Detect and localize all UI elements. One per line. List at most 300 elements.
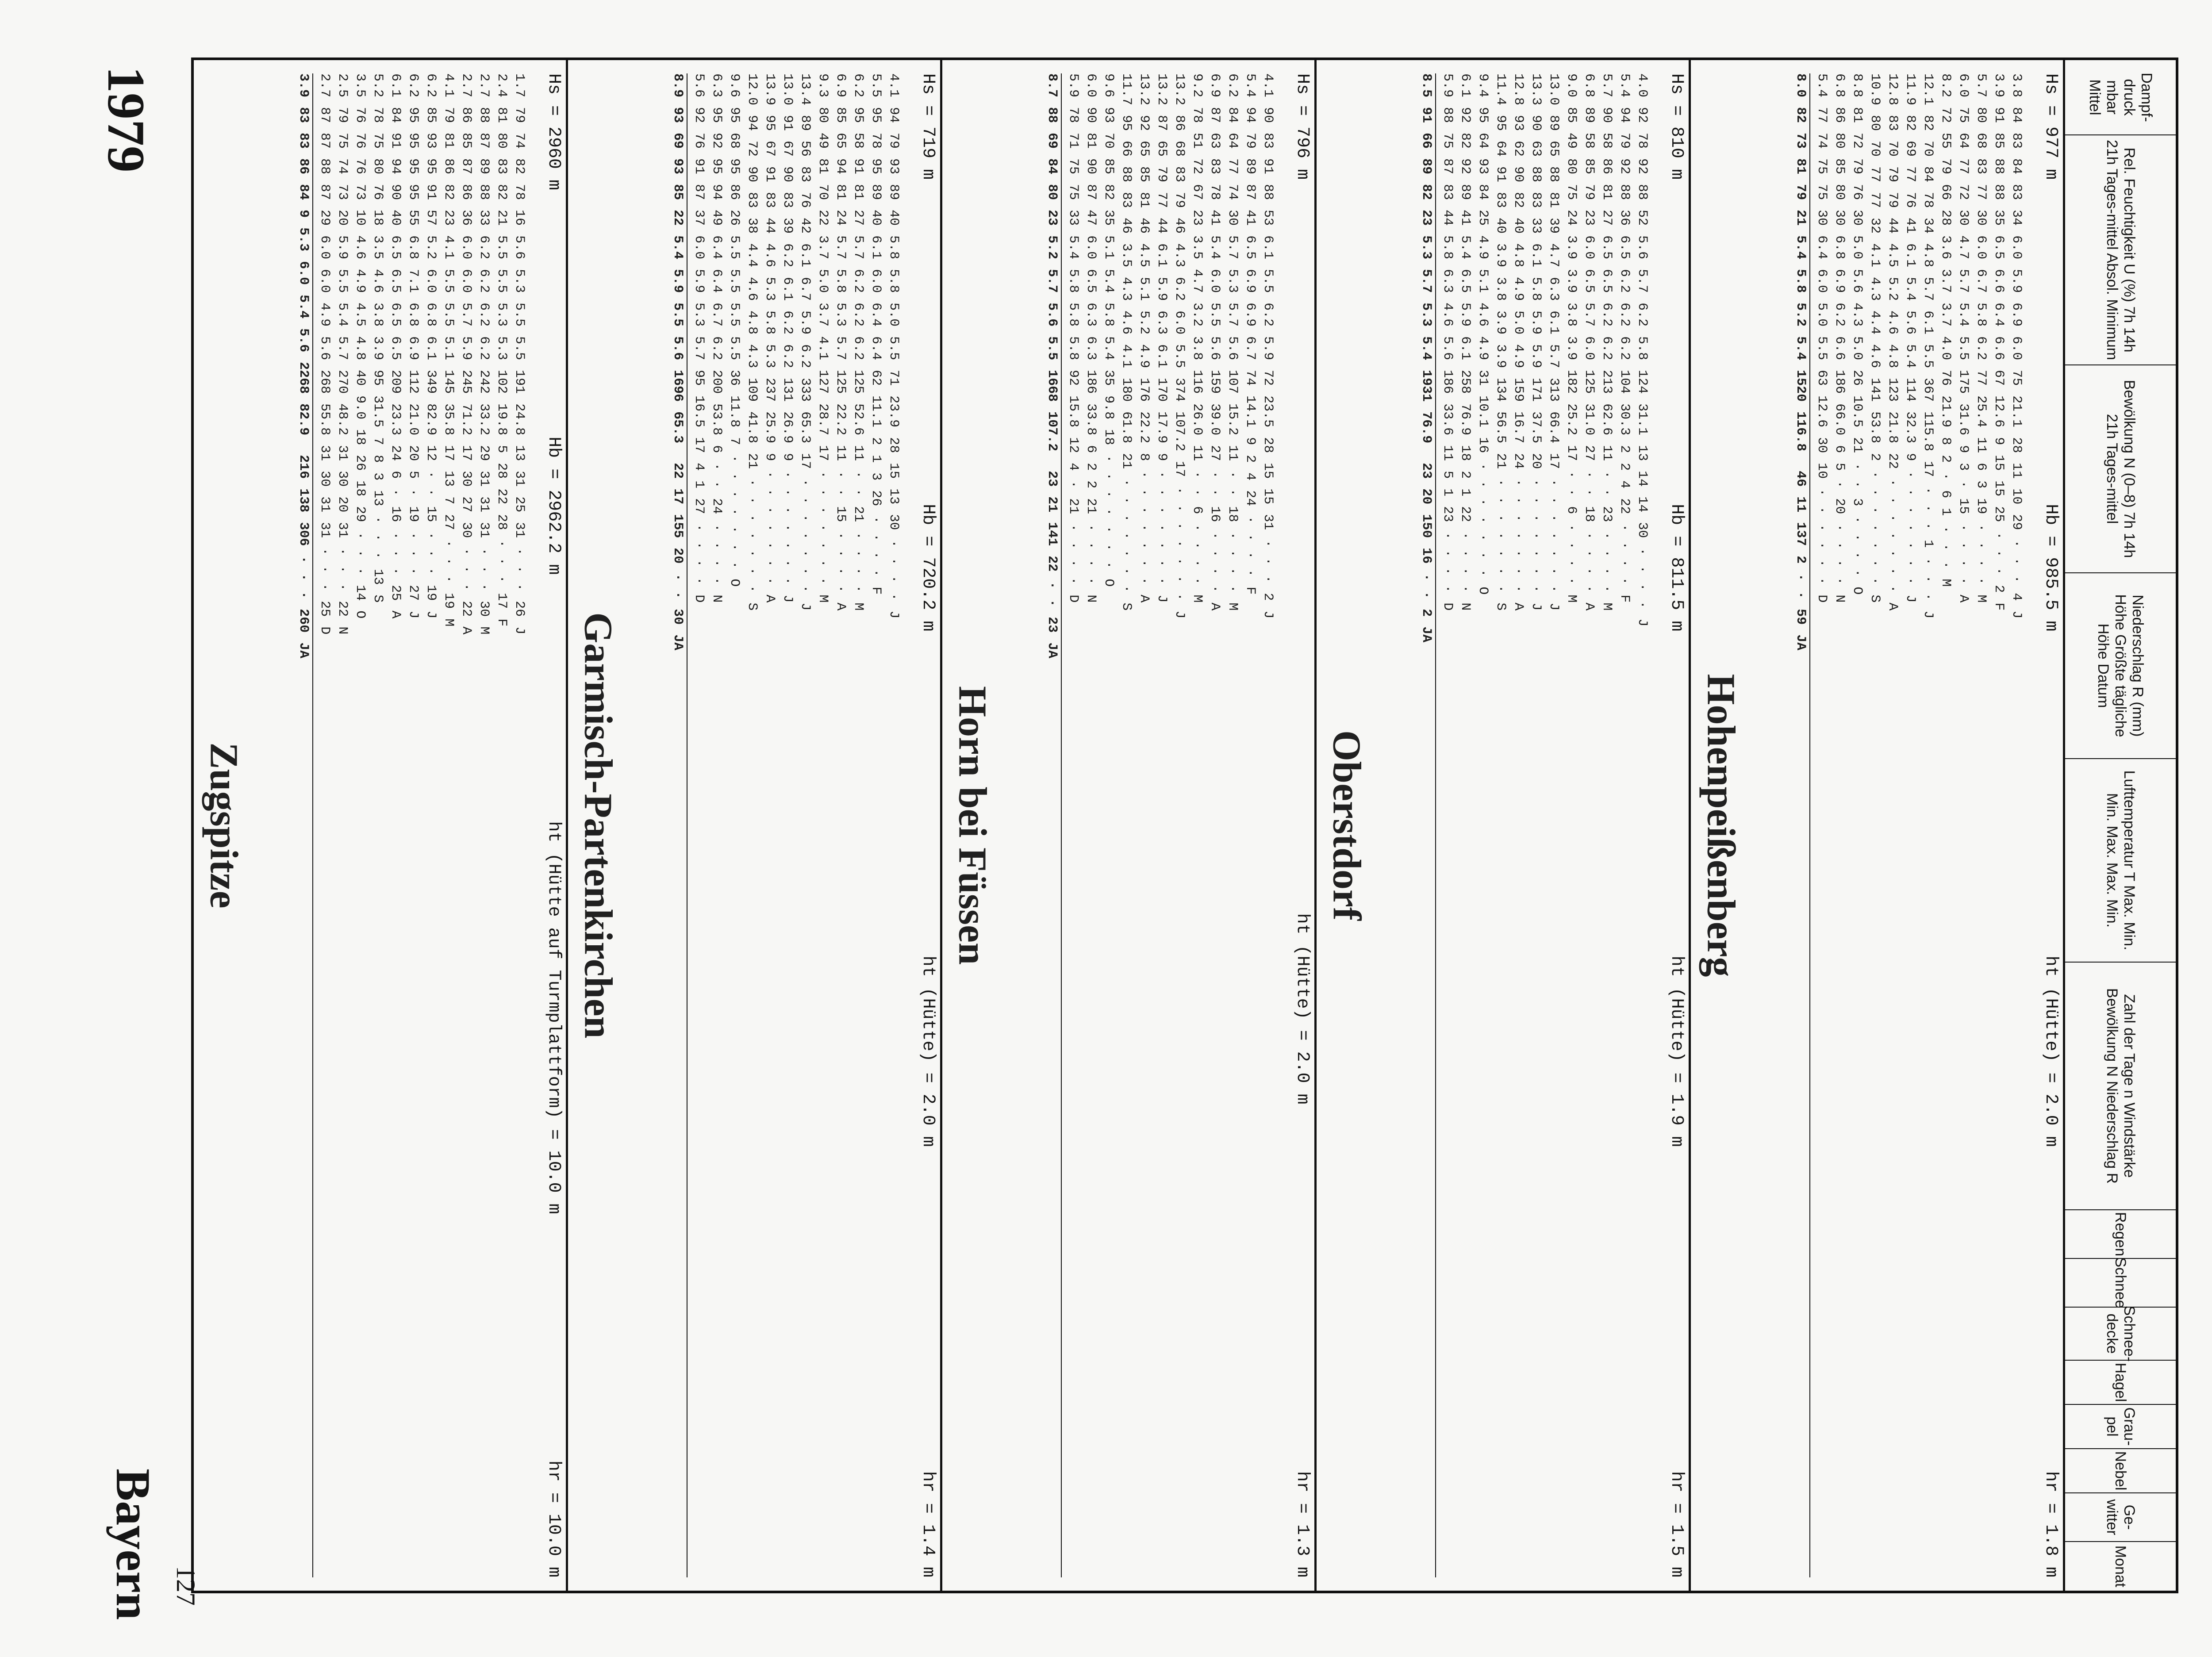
- table-cell: ·: [886, 593, 901, 601]
- month-row: [726, 73, 743, 1577]
- table-cell: 21: [745, 453, 760, 469]
- table-cell: 2.5: [335, 73, 350, 98]
- table-cell: 90: [1260, 107, 1275, 123]
- table-cell: 62.6: [1599, 403, 1614, 436]
- table-cell: 35: [1991, 210, 2006, 226]
- table-cell: 11.9: [1903, 73, 1918, 106]
- table-cell: ·: [1867, 506, 1882, 514]
- table-cell: ·: [1956, 480, 1971, 489]
- table-cell: 5.0: [1850, 336, 1865, 361]
- table-cell: JA: [296, 642, 311, 659]
- table-cell: ·: [1599, 488, 1614, 497]
- table-cell: 4.6: [370, 269, 385, 293]
- table-cell: 6.7: [798, 277, 813, 301]
- table-cell: 81: [1083, 133, 1098, 149]
- month-row: [334, 73, 351, 1577]
- table-cell: ·: [1617, 524, 1632, 532]
- table-cell: 137: [1793, 522, 1808, 546]
- table-cell: 4.1: [441, 73, 456, 98]
- table-cell: 13.0: [1546, 73, 1561, 106]
- col-thunderstorm: Ge-witter: [2065, 1493, 2176, 1542]
- table-cell: ·: [1440, 549, 1455, 558]
- table-cell: 87: [1440, 158, 1455, 175]
- table-cell: 83: [1974, 158, 1989, 175]
- table-cell: 77: [1867, 192, 1882, 208]
- table-cell: 46: [1172, 218, 1187, 234]
- table-cell: 6.2: [1172, 277, 1187, 301]
- table-cell: 8.8: [1850, 73, 1865, 98]
- table-cell: 5.0: [1511, 311, 1526, 335]
- station-section: [194, 60, 568, 1591]
- table-cell: 6.4: [1991, 303, 2006, 327]
- table-cell: 93: [886, 158, 901, 175]
- table-cell: ·: [2009, 557, 2024, 566]
- table-cell: ·: [1225, 471, 1240, 479]
- table-cell: 28: [1260, 437, 1275, 453]
- table-cell: 80: [1867, 115, 1882, 131]
- table-cell: 19: [406, 506, 421, 522]
- table-cell: 5.2: [423, 235, 438, 260]
- table-cell: 1: [868, 455, 883, 463]
- table-cell: ·: [1814, 524, 1829, 532]
- table-cell: 5.4: [1243, 73, 1258, 98]
- table-cell: 6.9: [1207, 73, 1222, 98]
- month-row: [779, 73, 796, 1577]
- table-cell: 131: [780, 378, 795, 402]
- table-cell: 5.7: [851, 235, 866, 260]
- table-cell: ·: [1083, 577, 1098, 585]
- table-cell: 91: [423, 184, 438, 200]
- table-cell: 70: [1867, 141, 1882, 157]
- table-cell: 6.0: [1207, 269, 1222, 293]
- table-cell: 5.6: [1440, 336, 1455, 361]
- table-cell: 4.3: [1172, 243, 1187, 268]
- table-cell: ·: [868, 551, 883, 560]
- table-cell: 5.5: [727, 336, 742, 361]
- table-cell: 33.2: [476, 403, 492, 436]
- table-cell: 14.1: [1243, 395, 1258, 428]
- month-row: [1474, 73, 1492, 1577]
- elevation-hs: Hs = 796 m: [1292, 73, 1312, 180]
- table-cell: ·: [868, 533, 883, 542]
- table-cell: 93: [670, 158, 685, 175]
- table-cell: 6: [1974, 463, 1989, 471]
- table-cell: ·: [1119, 496, 1134, 505]
- table-cell: ·: [1190, 471, 1205, 479]
- elevation-hs: Hs = 2960 m: [544, 73, 564, 191]
- table-cell: D: [691, 595, 707, 603]
- table-cell: 82: [512, 158, 527, 175]
- table-cell: 34: [2009, 210, 2024, 226]
- table-cell: 75: [1956, 107, 1971, 123]
- col-precipitation: Niederschlag R (mm) Höhe Größte tägliche Höhe Datum: [2065, 573, 2176, 759]
- table-cell: 11: [851, 445, 866, 461]
- table-cell: 79: [1885, 192, 1900, 208]
- table-cell: ·: [833, 471, 848, 479]
- table-cell: 92: [1458, 107, 1473, 123]
- table-cell: 6.1: [1154, 243, 1169, 268]
- table-cell: 13: [370, 490, 385, 506]
- table-cell: ·: [1867, 471, 1882, 479]
- table-cell: ·: [1511, 479, 1526, 487]
- table-cell: 6.7: [1974, 269, 1989, 293]
- table-cell: ·: [1599, 585, 1614, 593]
- table-cell: 87: [1207, 107, 1222, 123]
- month-row: [1955, 73, 1972, 1577]
- table-cell: 102: [494, 370, 509, 394]
- table-cell: ·: [1582, 549, 1597, 558]
- table-cell: 6: [1832, 445, 1847, 453]
- table-cell: ·: [1903, 524, 1918, 532]
- table-cell: 4: [1066, 463, 1081, 471]
- table-cell: 75: [1814, 184, 1829, 200]
- table-cell: 213: [1599, 370, 1614, 394]
- table-cell: ·: [709, 559, 724, 568]
- table-cell: ·: [423, 549, 438, 558]
- table-cell: 19.8: [494, 403, 509, 436]
- table-cell: 6.5: [1991, 235, 2006, 260]
- table-cell: 76: [353, 133, 368, 149]
- table-cell: 22: [815, 210, 830, 226]
- month-row: [387, 73, 404, 1577]
- table-cell: 268: [317, 370, 332, 394]
- table-cell: ·: [1599, 532, 1614, 540]
- table-cell: 107.2: [1045, 411, 1060, 452]
- table-cell: ·: [1475, 498, 1490, 506]
- table-cell: 25.2: [1564, 403, 1579, 436]
- table-cell: 4.5: [1137, 243, 1152, 268]
- table-cell: 40: [1511, 218, 1526, 234]
- table-cell: 5.9: [1154, 277, 1169, 301]
- table-cell: 15.2: [1225, 403, 1240, 436]
- month-row: [1100, 73, 1118, 1577]
- table-cell: A: [833, 602, 848, 611]
- table-cell: 4.6: [762, 243, 777, 268]
- table-cell: 83: [2009, 184, 2024, 200]
- table-cell: ·: [1119, 479, 1134, 487]
- table-cell: 90: [1511, 166, 1526, 183]
- table-cell: 37.5: [1528, 411, 1544, 444]
- annual-row: [1792, 73, 1810, 1577]
- table-cell: ·: [1546, 496, 1561, 505]
- table-cell: 71.2: [459, 403, 474, 436]
- table-cell: 70: [1920, 141, 1936, 157]
- col-cloudiness: Bewölkung N (0–8) 7h 14h 21h Tages-mittel: [2065, 365, 2176, 573]
- table-cell: 17: [798, 453, 813, 469]
- table-cell: ·: [1814, 506, 1829, 514]
- table-cell: ·: [709, 463, 724, 471]
- table-cell: 67: [762, 141, 777, 157]
- table-cell: ·: [1493, 567, 1508, 575]
- table-cell: 5.9: [2009, 269, 2024, 293]
- table-cell: 2: [1938, 455, 1953, 463]
- table-cell: 5.8: [1066, 269, 1081, 293]
- table-cell: 95: [709, 107, 724, 123]
- table-cell: 30: [476, 601, 492, 617]
- table-cell: 11: [1225, 445, 1240, 461]
- table-cell: 18: [1101, 429, 1116, 445]
- table-cell: 72: [1938, 107, 1953, 123]
- table-cell: 9: [762, 453, 777, 461]
- table-cell: 81: [815, 158, 830, 175]
- table-cell: 5.7: [1225, 303, 1240, 327]
- table-cell: ·: [1582, 471, 1597, 479]
- table-cell: 94: [833, 158, 848, 175]
- table-cell: 88: [1635, 184, 1650, 200]
- table-cell: 22.2: [1137, 411, 1152, 444]
- elevation-ht: ht (Hütte auf Turmplattform) = 10.0 m: [544, 821, 564, 1214]
- table-cell: 30: [459, 471, 474, 487]
- table-cell: 6.1: [868, 235, 883, 260]
- table-cell: 26: [1850, 370, 1865, 386]
- table-cell: 33.8: [1083, 403, 1098, 436]
- elevation-hb: Hb = 985.5 m: [2041, 504, 2061, 632]
- table-cell: 82: [1101, 184, 1116, 200]
- table-cell: ·: [1974, 524, 1989, 532]
- table-cell: 85: [1101, 158, 1116, 175]
- month-row: [493, 73, 511, 1577]
- table-cell: 11: [1793, 496, 1808, 513]
- table-cell: 81: [851, 184, 866, 200]
- table-cell: 5.4: [335, 303, 350, 327]
- table-cell: 88: [1991, 184, 2006, 200]
- table-cell: 6.1: [780, 277, 795, 301]
- table-cell: 5.2: [1793, 303, 1808, 327]
- table-cell: 5.6: [691, 73, 707, 98]
- table-cell: 12.8: [1511, 73, 1526, 106]
- table-cell: 85: [833, 107, 848, 123]
- table-cell: ·: [1207, 585, 1222, 593]
- table-cell: 5.5: [494, 235, 509, 260]
- table-cell: 83: [798, 166, 813, 183]
- table-cell: 6.2: [851, 303, 866, 327]
- table-cell: ·: [1154, 577, 1169, 585]
- table-cell: 73: [353, 184, 368, 200]
- table-cell: 3.5: [1119, 243, 1134, 268]
- table-cell: 75: [1814, 158, 1829, 175]
- table-cell: 159: [1511, 378, 1526, 402]
- table-cell: 4: [1617, 480, 1632, 489]
- table-cell: 1668: [1045, 370, 1060, 402]
- table-cell: 28.7: [815, 403, 830, 436]
- elevation-hr: hr = 1.3 m: [1292, 1471, 1312, 1577]
- table-cell: 6.5: [1599, 235, 1614, 260]
- table-cell: 64: [1475, 133, 1490, 149]
- table-cell: 3.5: [353, 73, 368, 98]
- table-cell: 6: [1564, 506, 1579, 514]
- table-cell: 6.2: [851, 73, 866, 98]
- table-cell: 11: [1599, 445, 1614, 461]
- month-row: [708, 73, 726, 1577]
- table-cell: 95: [851, 107, 866, 123]
- table-cell: 70: [1885, 141, 1900, 157]
- elevation-hs: Hs = 719 m: [918, 73, 938, 180]
- table-cell: A: [1137, 595, 1152, 603]
- table-cell: 72: [1850, 133, 1865, 149]
- table-cell: 3.8: [1564, 303, 1579, 327]
- table-cell: ·: [1546, 585, 1561, 593]
- table-cell: ·: [1154, 506, 1169, 514]
- table-cell: 89: [868, 184, 883, 200]
- table-cell: 6.8: [1582, 73, 1597, 98]
- table-cell: ·: [1137, 577, 1152, 585]
- table-cell: 5.3: [1419, 235, 1434, 260]
- month-row: [316, 73, 334, 1577]
- table-cell: 9: [1956, 445, 1971, 453]
- table-cell: 41: [1903, 218, 1918, 234]
- table-cell: 79: [1172, 192, 1187, 208]
- table-cell: 79: [1793, 184, 1808, 200]
- table-cell: ·: [335, 565, 350, 574]
- col-rel-humidity: Rel. Feuchtigkeit U (%) 7h 14h 21h Tages-mittel Absol. Minimum: [2065, 135, 2176, 365]
- table-cell: ·: [709, 524, 724, 532]
- month-row: [351, 73, 369, 1577]
- table-cell: ·: [1814, 559, 1829, 568]
- table-cell: 5.6: [670, 336, 685, 361]
- table-cell: 13.2: [1154, 73, 1169, 106]
- table-cell: D: [317, 626, 332, 635]
- table-cell: ·: [745, 514, 760, 522]
- table-cell: 95: [868, 158, 883, 175]
- table-cell: 16: [1419, 548, 1434, 564]
- table-cell: 55: [1938, 133, 1953, 149]
- table-cell: 5.3: [494, 336, 509, 361]
- table-cell: 16: [388, 506, 403, 522]
- table-cell: ·: [1832, 541, 1847, 550]
- table-cell: 6.3: [1440, 269, 1455, 293]
- table-cell: 20: [335, 210, 350, 226]
- table-cell: 44: [762, 218, 777, 234]
- table-cell: 31: [476, 522, 492, 538]
- table-cell: 94: [745, 115, 760, 131]
- table-cell: 74: [512, 133, 527, 149]
- table-cell: 6.5: [1083, 269, 1098, 293]
- table-cell: 82.9: [423, 403, 438, 436]
- table-cell: 6.0: [296, 261, 311, 285]
- table-cell: 94: [1243, 107, 1258, 123]
- col-vapour-pressure: Dampf-druck mbar Mittel: [2065, 60, 2176, 135]
- table-cell: 31.0: [1582, 403, 1597, 436]
- table-cell: ·: [1440, 567, 1455, 575]
- table-cell: 89: [1582, 107, 1597, 123]
- month-row: [849, 73, 867, 1577]
- table-cell: ·: [1101, 561, 1116, 569]
- month-row: [1990, 73, 2008, 1577]
- table-cell: 68: [1974, 133, 1989, 149]
- table-cell: 39: [1546, 218, 1561, 234]
- table-cell: ·: [691, 577, 707, 585]
- table-cell: 5: [1440, 471, 1455, 479]
- table-cell: ·: [1475, 516, 1490, 524]
- table-cell: 87: [1083, 184, 1098, 200]
- table-cell: 79: [512, 107, 527, 123]
- table-cell: 5.2: [1137, 311, 1152, 335]
- table-cell: 5.2: [1045, 235, 1060, 260]
- table-cell: 39: [780, 218, 795, 234]
- table-cell: 29: [353, 506, 368, 522]
- table-cell: 22: [670, 210, 685, 226]
- table-cell: ·: [762, 524, 777, 532]
- table-cell: 4: [1243, 472, 1258, 481]
- table-cell: 12: [423, 445, 438, 461]
- table-cell: 82: [1419, 184, 1434, 200]
- table-cell: 2: [1260, 593, 1275, 601]
- col-month: Monat: [2112, 1545, 2129, 1588]
- station-elevation-line: [1286, 73, 1312, 1577]
- table-cell: 63: [1207, 133, 1222, 149]
- table-cell: 2: [1458, 471, 1473, 479]
- table-cell: 24: [1243, 490, 1258, 506]
- table-cell: 11: [1190, 445, 1205, 461]
- table-cell: 13: [886, 488, 901, 505]
- table-cell: ·: [1119, 514, 1134, 522]
- table-cell: 5.7: [691, 336, 707, 361]
- table-cell: 31: [476, 496, 492, 513]
- table-cell: 5.8: [1528, 277, 1544, 301]
- table-cell: ·: [1850, 569, 1865, 577]
- table-cell: 2.7: [476, 73, 492, 98]
- table-cell: 4.8: [1511, 243, 1526, 268]
- table-cell: 29: [317, 210, 332, 226]
- table-cell: 6.1: [1154, 344, 1169, 368]
- table-cell: ·: [1903, 541, 1918, 550]
- table-cell: 3.9: [296, 73, 311, 98]
- table-cell: 15: [886, 463, 901, 479]
- table-cell: ·: [388, 567, 403, 575]
- table-cell: 5.9: [335, 235, 350, 260]
- table-cell: 6.8: [406, 303, 421, 327]
- table-cell: ·: [1528, 549, 1544, 558]
- elevation-ht: ht (Hütte) = 2.0 m: [2041, 955, 2061, 1147]
- table-cell: 20: [670, 548, 685, 564]
- table-cell: 86: [459, 184, 474, 200]
- table-cell: 4: [691, 463, 707, 471]
- table-cell: ·: [1564, 488, 1579, 497]
- table-cell: 5.8: [1793, 269, 1808, 293]
- table-cell: 23: [1045, 471, 1060, 487]
- table-cell: ·: [1207, 567, 1222, 575]
- table-cell: 92: [1635, 107, 1650, 123]
- table-cell: 77: [1225, 158, 1240, 175]
- table-cell: ·: [798, 567, 813, 575]
- table-cell: 145: [441, 370, 456, 394]
- table-cell: 13: [512, 445, 527, 461]
- table-cell: 6.2: [423, 73, 438, 98]
- table-cell: 216: [296, 455, 311, 479]
- table-cell: A: [762, 595, 777, 603]
- table-cell: 19: [441, 593, 456, 609]
- table-cell: 79: [1938, 158, 1953, 175]
- table-cell: ·: [317, 548, 332, 556]
- table-cell: ·: [886, 557, 901, 566]
- elevation-hr: hr = 10.0 m: [544, 1460, 564, 1577]
- table-cell: 83: [494, 158, 509, 175]
- table-cell: 9: [296, 210, 311, 218]
- table-cell: 24.8: [512, 403, 527, 436]
- table-cell: 88: [1119, 166, 1134, 183]
- table-cell: 5.3: [691, 303, 707, 327]
- table-cell: 76: [1938, 370, 1953, 386]
- table-cell: ·: [1066, 524, 1081, 532]
- table-cell: 72: [1956, 184, 1971, 200]
- table-cell: 90: [1083, 158, 1098, 175]
- table-cell: 5: [1832, 463, 1847, 471]
- table-cell: 65.3: [798, 411, 813, 444]
- table-cell: 31: [476, 471, 492, 487]
- table-cell: 4.4: [745, 243, 760, 268]
- table-cell: 7: [441, 496, 456, 505]
- table-cell: 27: [441, 514, 456, 530]
